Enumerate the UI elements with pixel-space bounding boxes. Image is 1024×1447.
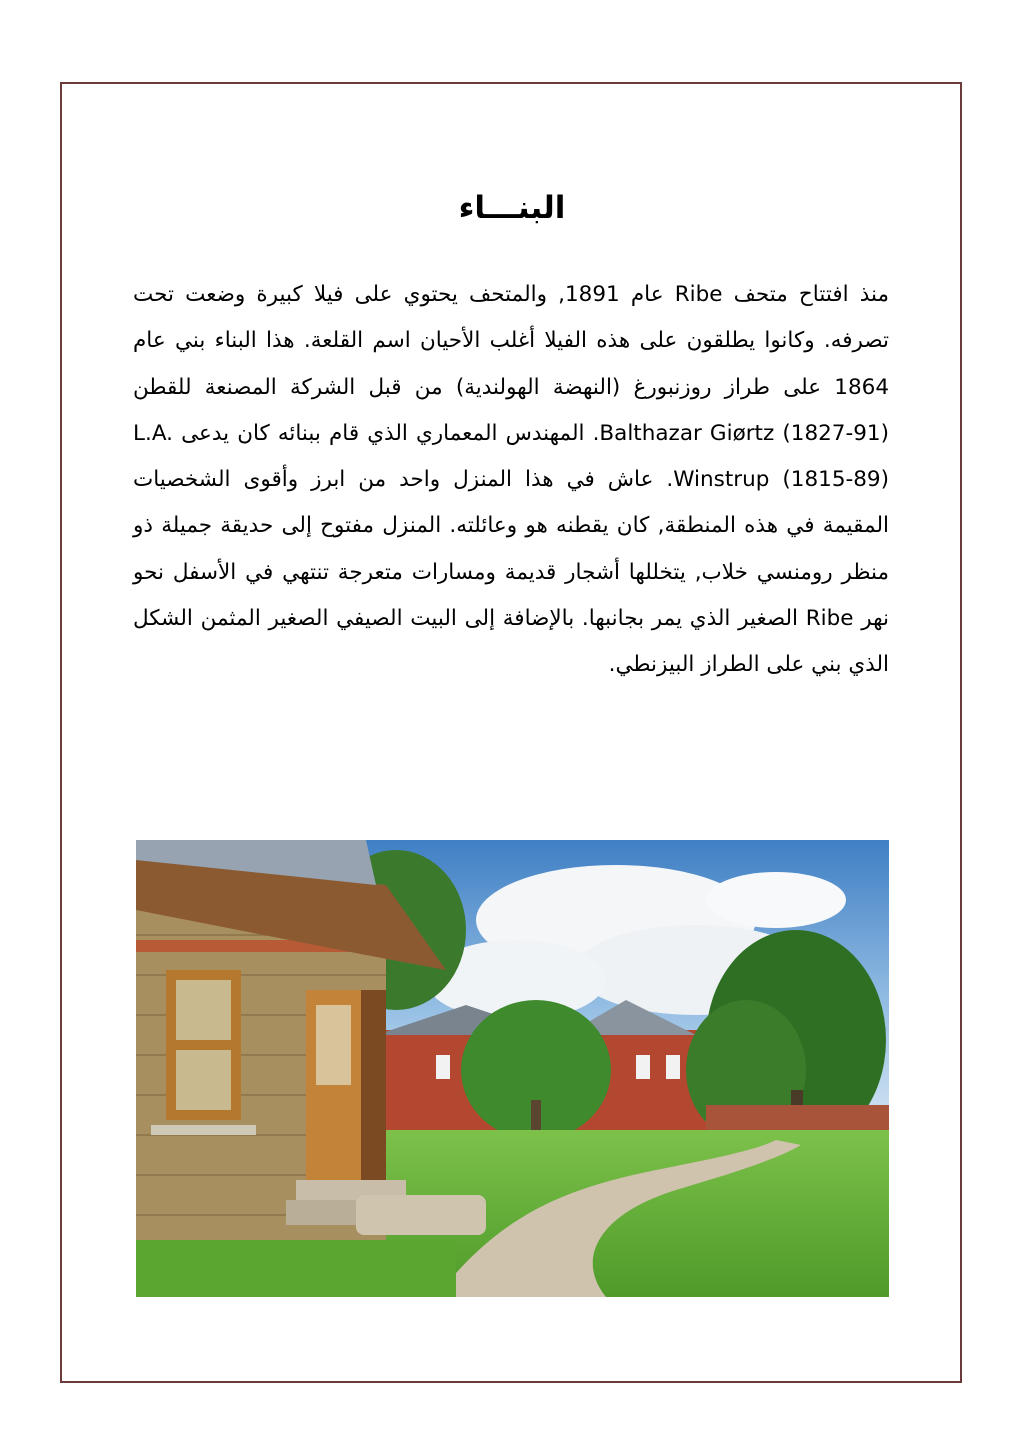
page-title: البنـــاء xyxy=(458,190,566,226)
garden-photo-illustration xyxy=(136,840,889,1297)
garden-photo xyxy=(136,840,889,1297)
body-paragraph: منذ افتتاح متحف Ribe عام 1891, والمتحف يحتوي على فيلا كبيرة وضعت تحت تصرفه. وكانوا يطلقون على هذه الفيلا أغلب الأحيان اسم القلعة. هذا البناء بني عام 1864 على طراز روزنبورغ (النهضة الهولندية) من قبل الشركة المصنعة للقطن Balthazar Giørtz (1827-91). المهندس المعماري الذي قام ببنائه كان يدعى L.A. Winstrup (1815-89). عاش في هذا المنزل واحد من ابرز وأقوى الشخصيات المقيمة في هذه المنطقة, كان يقطنه هو وعائلته. المنزل مفتوح إلى حديقة جميلة ذو منظر رومنسي خلاب, يتخللها أشجار قديمة ومسارات متعرجة تنتهي في الأسفل نحو نهر Ribe الصغير الذي يمر بجانبها. بالإضافة إلى البيت الصيفي الصغير المثمن الشكل الذي بني على الطراز البيزنطي. xyxy=(133,282,890,678)
